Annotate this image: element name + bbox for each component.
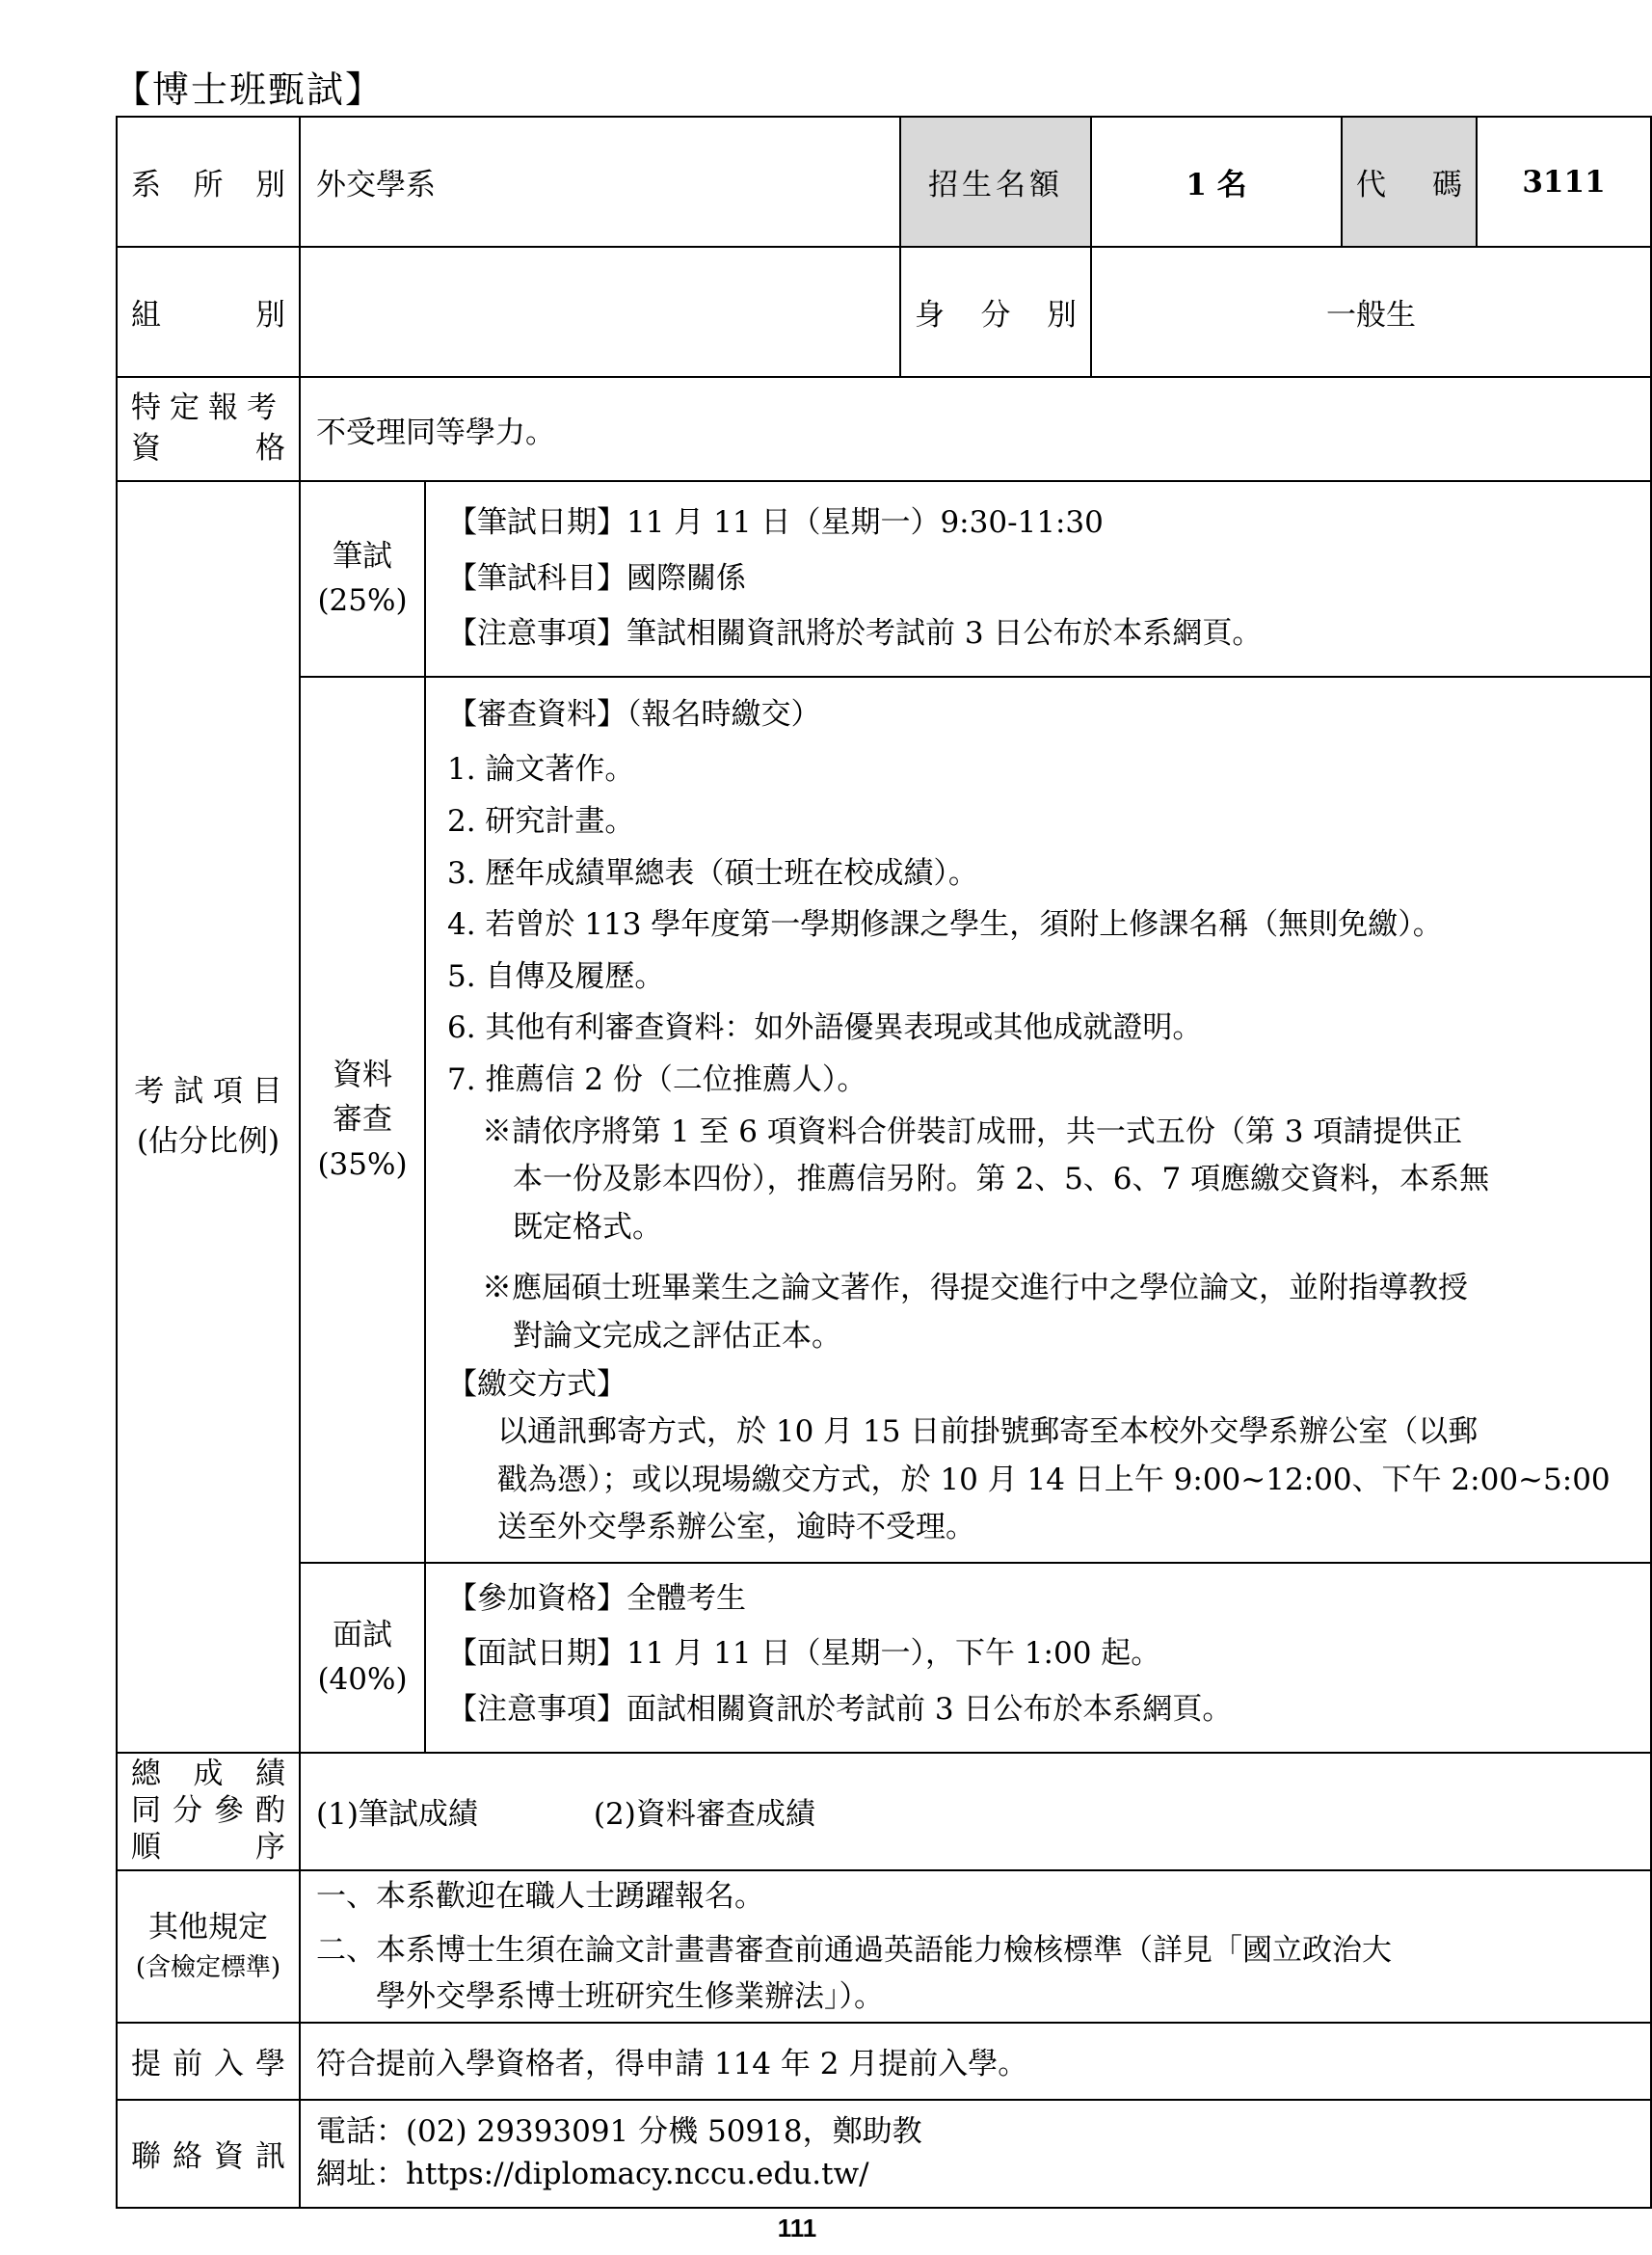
group-label: 組 別 <box>117 247 300 377</box>
interview-note: 【注意事項】面試相關資訊於考試前 3 日公布於本系網頁。 <box>447 1692 1233 1728</box>
early-label: 提 前 入 學 <box>117 2023 300 2100</box>
code-value: 3111 <box>1477 117 1651 247</box>
written-label: 筆試 (25%) <box>300 481 425 677</box>
interview-content <box>425 1563 1651 1753</box>
row-early-admission <box>117 2023 1651 2100</box>
quota-label: 招生名額 <box>900 117 1091 247</box>
other-content <box>300 1870 1651 2023</box>
send-method: 以通訊郵寄方式，於 10 月 15 日前掛號郵寄至本校外交學系辦公室（以郵 戳為憑）；或以現場繳交方式，於 10 月 14 日上午 9:00~12:00、下午 2:00~5:00 送至外交學系辦公室，逾時不受理。 <box>497 1414 1611 1545</box>
row-other-rules <box>117 1870 1651 2023</box>
list-item: 6. 其他有利審查資料：如外語優異表現或其他成就證明。 <box>447 1010 1203 1046</box>
list-item: 1. 論文著作。 <box>447 752 635 788</box>
review-header: 【審查資料】（報名時繳交） <box>447 696 821 732</box>
list-item: 2. 研究計畫。 <box>447 803 635 839</box>
written-subject: 【筆試科目】國際關係 <box>447 560 746 596</box>
ranking-item-1: (1)筆試成績 <box>316 1797 478 1833</box>
interview-eligibility: 【參加資格】全體考生 <box>447 1580 746 1616</box>
other-label: 其他規定 (含檢定標準) <box>117 1870 300 2023</box>
review-item-list <box>447 746 1635 1104</box>
ranking-item-2: (2)資料審查成績 <box>593 1797 815 1833</box>
written-content <box>425 481 1651 677</box>
identity-value: 一般生 <box>1091 247 1651 377</box>
page-number: 111 <box>777 2214 817 2242</box>
early-value: 符合提前入學資格者，得申請 114 年 2 月提前入學。 <box>300 2023 1651 2100</box>
dept-value: 外交學系 <box>300 117 900 247</box>
contact-phone: 電話：(02) 29393091 分機 50918，鄭助教 <box>316 2114 922 2150</box>
contact-label: 聯 絡 資 訊 <box>117 2100 300 2208</box>
row-department <box>117 117 1651 247</box>
identity-label: 身 分 別 <box>900 247 1091 377</box>
review-content <box>425 677 1651 1563</box>
send-header: 【繳交方式】 <box>447 1366 626 1402</box>
other-rule-1: 一、本系歡迎在職人士踴躍報名。 <box>316 1878 764 1914</box>
row-review <box>117 677 1651 1563</box>
exam-label: 考 試 項 目 (佔分比例) <box>117 481 300 1753</box>
admission-table <box>116 116 1652 2209</box>
list-item: 4. 若曾於 113 學年度第一學期修課之學生，須附上修課名稱（無則免繳）。 <box>447 907 1443 943</box>
dept-label: 系 所 別 <box>117 117 300 247</box>
row-written-exam <box>117 481 1651 677</box>
quota-value: 1 名 <box>1091 117 1342 247</box>
other-rule-2: 二、本系博士生須在論文計畫書審查前通過英語能力檢核標準（詳見「國立政治大 學外交學系博士班研究生修業辦法」）。 <box>316 1932 1392 2014</box>
written-date: 【筆試日期】11 月 11 日（星期一）9:30-11:30 <box>447 505 1104 540</box>
review-label: 資料 審查 (35%) <box>300 677 425 1563</box>
qualify-value: 不受理同等學力。 <box>300 377 1651 481</box>
interview-date: 【面試日期】11 月 11 日（星期一），下午 1:00 起。 <box>447 1636 1161 1672</box>
code-label: 代 碼 <box>1342 117 1477 247</box>
list-item: 3. 歷年成績單總表（碩士班在校成績）。 <box>447 855 978 891</box>
contact-url[interactable]: 網址：https://diplomacy.nccu.edu.tw/ <box>316 2156 869 2191</box>
row-qualification <box>117 377 1651 481</box>
row-group <box>117 247 1651 377</box>
written-note: 【注意事項】筆試相關資訊將於考試前 3 日公布於本系網頁。 <box>447 616 1263 652</box>
ranking-value <box>300 1753 1651 1870</box>
interview-label: 面試 (40%) <box>300 1563 425 1753</box>
ranking-label: 總 成 績 同 分 參 酌 順 序 <box>117 1753 300 1870</box>
group-value <box>300 247 900 377</box>
review-note-2: ※應屆碩士班畢業生之論文著作，得提交進行中之學位論文，並附指導教授 對論文完成之評估正本。 <box>482 1271 1468 1354</box>
list-item: 7. 推薦信 2 份（二位推薦人）。 <box>447 1061 867 1097</box>
page-title: 【博士班甄試】 <box>114 68 385 111</box>
list-item: 5. 自傳及履歷。 <box>447 958 665 994</box>
review-note-1: ※請依序將第 1 至 6 項資料合併裝訂成冊，共一式五份（第 3 項請提供正 本一份及影本四份），推薦信另附。第 2、5、6、7 項應繳交資料，本系無 既定格式。 <box>482 1114 1490 1245</box>
qualify-label: 特定報考 資 格 <box>117 377 300 481</box>
row-ranking <box>117 1753 1651 1870</box>
contact-content <box>300 2100 1651 2208</box>
row-interview <box>117 1563 1651 1753</box>
row-contact <box>117 2100 1651 2208</box>
